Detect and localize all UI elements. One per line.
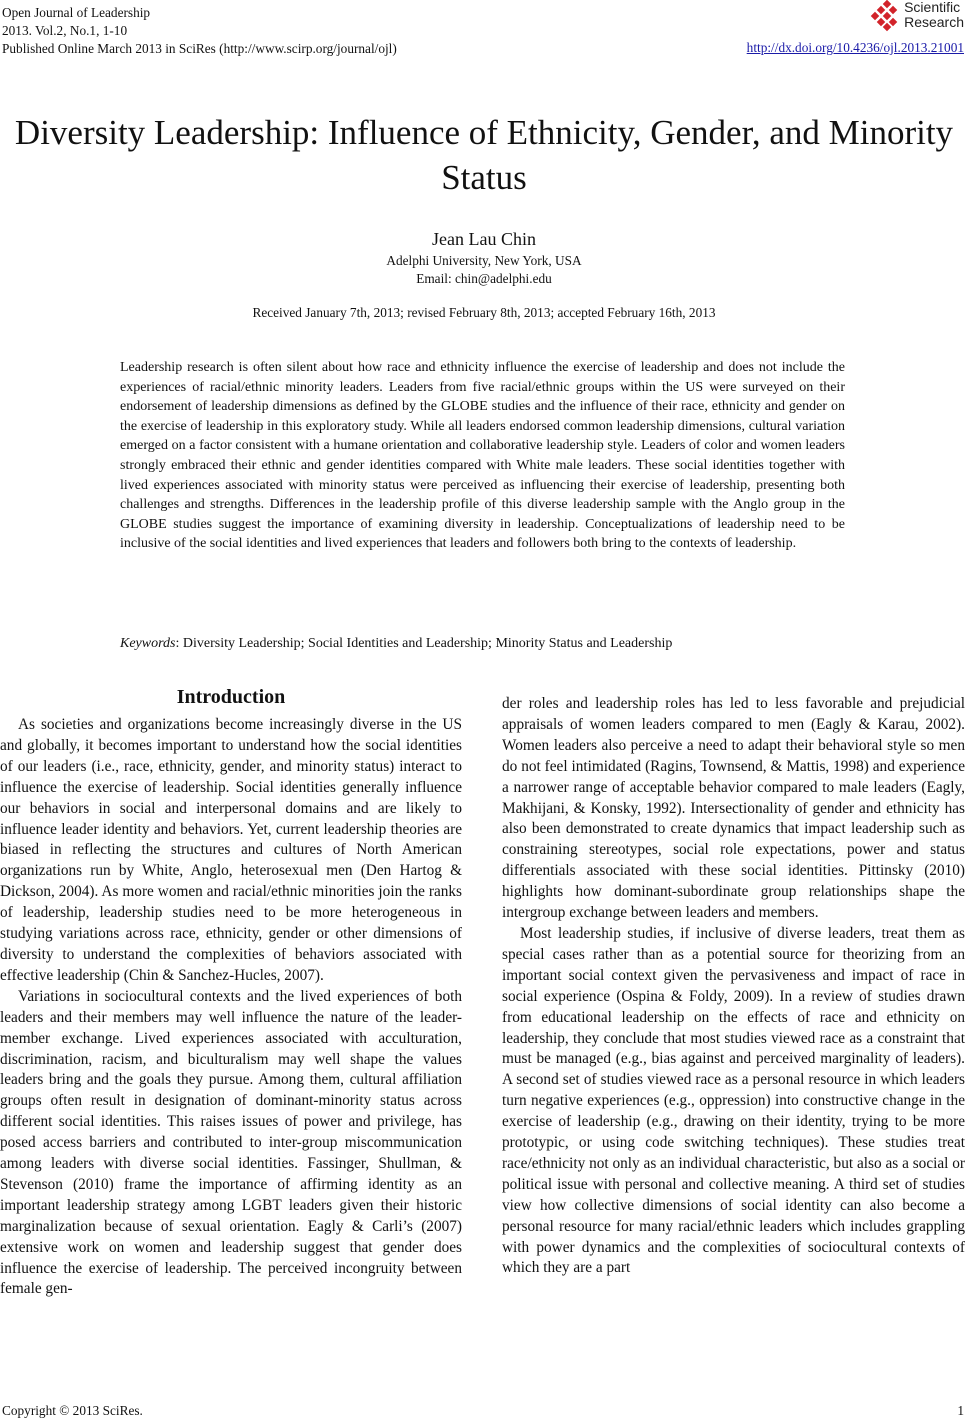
logo-text: Research [904,14,964,30]
paragraph: der roles and leadership roles has led to less favorable and prejudicial appraisals of women leaders compared to men (Eagly & Karau, 2002). Women leaders also perceive a need to adapt their behavioral style so men do not feel intimidated (Ragins, Townsend, & Mattis, 1998) and experience a narrower range of acceptable behavior compared to male leaders (Eagly, Makhijani, & Konsky, 1992). Intersectionality of gender and ethnicity has also been demonstrated to create dynamics that impact leadership such as constraining stereotypes, social role expectations, power and status differentials associated with these social identities. Pittinsky (2010) highlights how dominant-subordinate group relationships shape the intergroup exchange between leaders and members. [502,695,965,922]
copyright: Copyright © 2013 SciRes. [2,1403,143,1418]
right-column [502,694,965,1279]
keywords-label: Keywords [120,636,176,651]
affiliation: Adelphi University, New York, USA [386,253,582,268]
abstract: Leadership research is often silent about how race and ethnicity influence the exercise of leadership and does not include the experiences of racial/ethnic minority leaders. Leaders from five racial/ethnic groups within the US were surveyed on their endorsement of leadership dimensions as defined by the GLOBE studies and the influence of their race, ethnicity and gender on the exercise of leadership in this exploratory study. While all leaders endorsed common leadership dimensions, cultural variation emerged on a factor consistent with a humane orientation and collaborative leadership style. Leaders of color and women leaders strongly embraced their ethnic and gender identities compared with White male leaders. These social identities together with lived experiences associated with minority status were perceived as influencing their exercise of leadership, presenting both challenges and strengths. Differences in the leadership profile of this diverse leadership sample with the Anglo group in the GLOBE studies suggest the importance of examining diversity in leadership. Conceptualizations of leadership need to be inclusive of the social identities and lived experiences that leaders and followers both bring to the contexts of leadership. [120,360,845,552]
paragraph: Variations in sociocultural contexts and the lived experiences of both leaders and their members may well influence the nature of the leader-member exchange. Lived experiences associated with acculturation, discrimination, racism, and biculturalism may well shape the values leaders bring and the goals they pursue. Among them, cultural affiliation groups often result in designation of dominant-minority status across different social identities. This raises issues of power and privilege, has posed access barriers and contributed to inter-group miscommunication among leaders with diverse social identities. Fassinger, Shullman, & Stevenson (2010) frame the importance of affirming identity as an important leadership strategy among LGBT leaders given their historic marginalization because of sexual orientation. Eagly & Carli’s (2007) extensive work on women and leadership suggest that gender does influence the exercise of leadership. The perceived incongruity between female gen- [0,987,462,1298]
volume-info: 2013. Vol.2, No.1, 1-10 [2,23,128,38]
author-name: Jean Lau Chin [432,229,536,249]
logo-text: Scientific [904,0,961,15]
published-info: Published Online March 2013 in SciRes (http://www.scirp.org/journal/ojl) [2,41,397,56]
keywords [120,636,672,652]
section-heading: Introduction [176,686,286,708]
page-number: 1 [957,1403,964,1418]
paper-title: Diversity Leadership: Influence of Ethnicity, Gender, and Minority Status [14,113,954,197]
journal-header [2,4,397,58]
left-column [0,715,462,1300]
keywords-text: : Diversity Leadership; Social Identities and Leadership; Minority Status and Leadership [175,636,673,651]
received-dates: Received January 7th, 2013; revised February 8th, 2013; accepted February 16th, 2013 [252,305,716,320]
doi-link[interactable]: http://dx.doi.org/10.4236/ojl.2013.21001 [746,40,964,55]
publisher-logo [870,0,964,30]
paragraph: As societies and organizations become increasingly diverse in the US and globally, it becomes important to understand how the social identities of our leaders (i.e., race, ethnicity, gender, and minority status) interact to influence the exercise of leadership. Social identities generally influence our behaviors in social and interpersonal domains and are likely to influence leader identity and behaviors. Yet, current leadership theories are biased in reflecting the structures and cultures of North American organizations run by White, Anglo, heterosexual men (Den Hartog & Dickson, 2004). As more women and racial/ethnic minorities join the ranks of leadership, leadership studies need to be more heterogeneous in studying variations across race, ethnicity, gender or other dimensions of diversity to understand the complexities of behaviors associated with effective leadership (Chin & Sanchez-Hucles, 2007). [0,716,462,984]
paragraph: Most leadership studies, if inclusive of diverse leaders, treat them as special cases rather than as a potential source for theorizing from an important social context given the pervasiveness and impact of race in social experience (Ospina & Foldy, 2009). In a review of studies drawn from educational leadership on the effects of race and ethnicity on leadership, they conclude that most studies viewed race as a constraint that must be managed (e.g., bias against and perceived marginality of leaders). A second set of studies viewed race as a personal resource in which leaders turn negative experiences (e.g., oppression) into constructive change in the exercise of leadership (e.g., drawing on their identity, trying to be more prototypic, or using code switching techniques). These studies treat race/ethnicity not only as an individual characteristic, but also as a social or political issue with personal and collective meaning. A third set of studies view how collective dimensions of social identity can also become a personal resource for many racial/ethnic leaders which includes grappling with power dynamics and the complexities of sociocultural contexts of which they are a part [502,924,965,1277]
logo-diamond-icon [870,0,900,30]
journal-name: Open Journal of Leadership [2,5,151,20]
author-email: Email: chin@adelphi.edu [416,271,552,286]
